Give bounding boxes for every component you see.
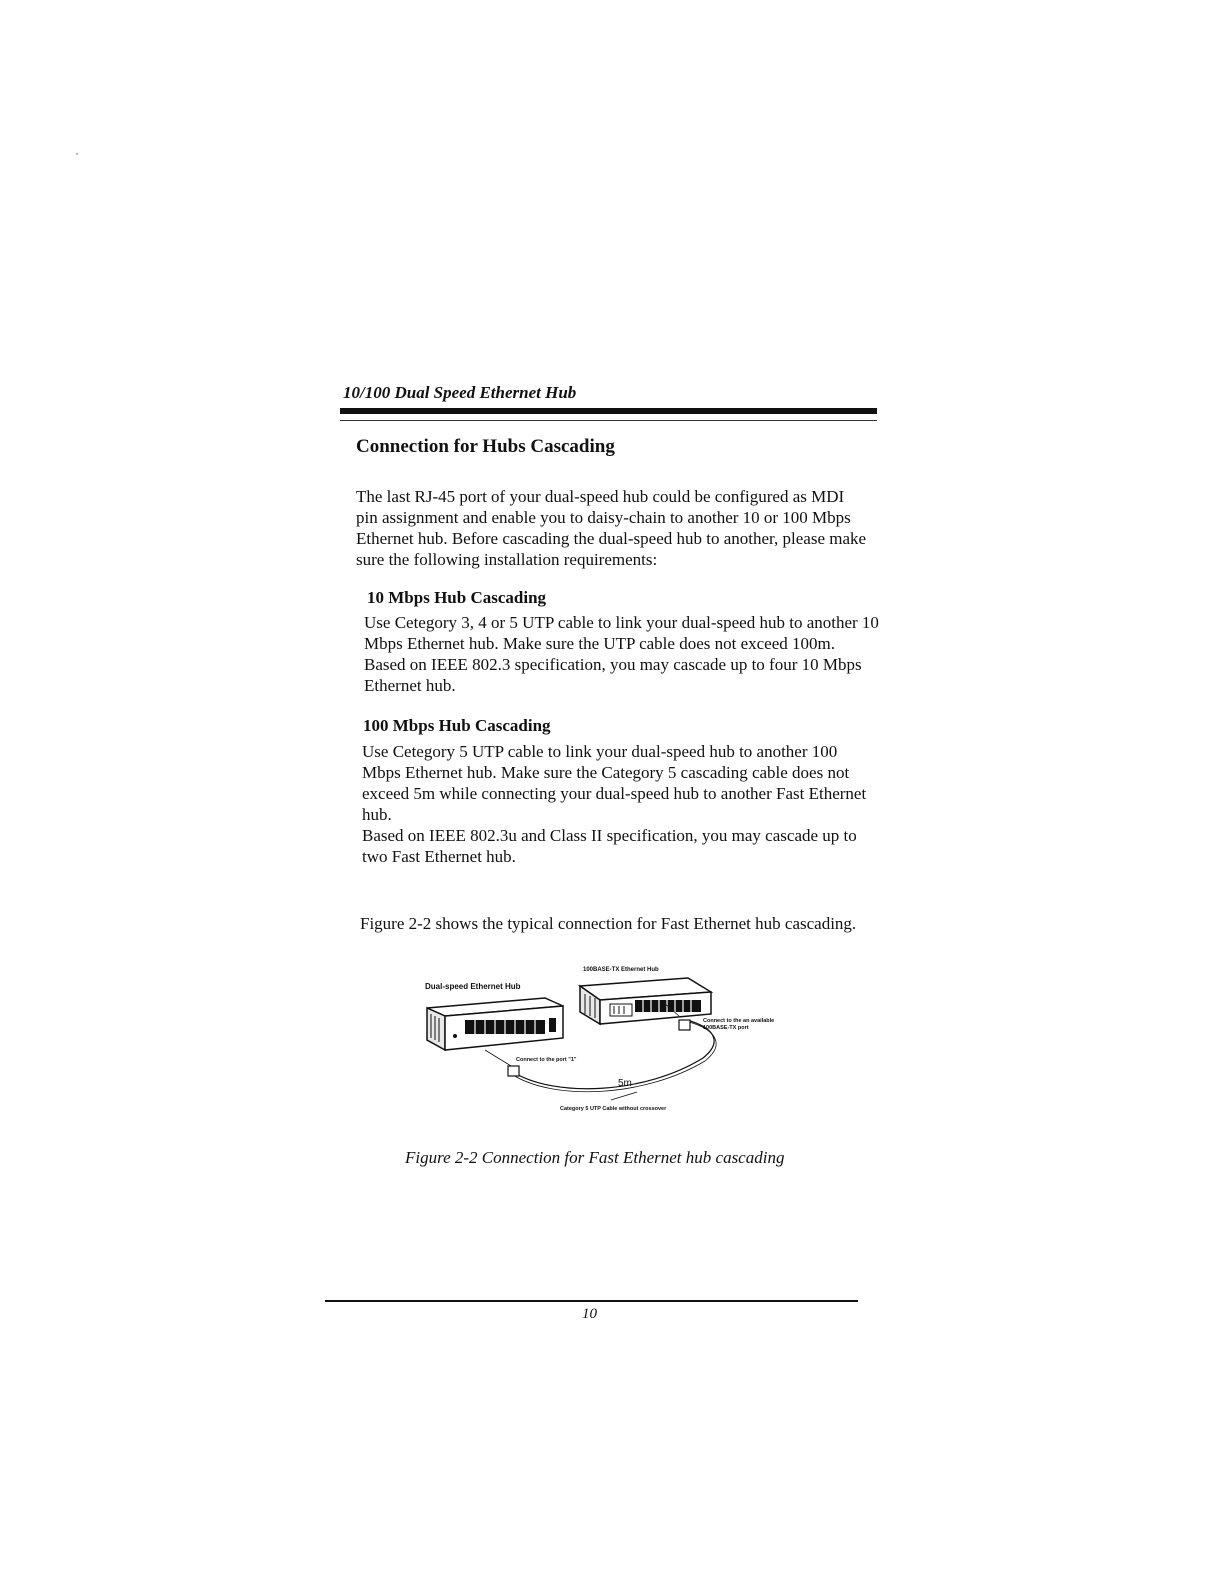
scan-speck xyxy=(76,153,78,155)
paragraph-line: Use Cetegory 3, 4 or 5 UTP cable to link your dual-speed hub to another 10 xyxy=(364,613,879,632)
paragraph-line: exceed 5m while connecting your dual-speed hub to another Fast Ethernet xyxy=(362,784,867,803)
label-cable-type: Category 5 UTP Cable without crossover xyxy=(560,1106,667,1112)
paragraph-line: Based on IEEE 802.3 specification, you may cascade up to four 10 Mbps xyxy=(364,655,862,674)
figure-caption: Figure 2-2 Connection for Fast Ethernet hub cascading xyxy=(405,1148,785,1167)
label-dual-speed-hub: Dual-speed Ethernet Hub xyxy=(425,982,521,991)
figure-intro: Figure 2-2 shows the typical connection for Fast Ethernet hub cascading. xyxy=(360,914,857,933)
label-right-connect-1: Connect to the an available xyxy=(703,1018,775,1024)
intro-line: Ethernet hub. Before cascading the dual-speed hub to another, please make xyxy=(356,529,867,548)
intro-line: The last RJ-45 port of your dual-speed hub could be configured as MDI xyxy=(356,487,845,506)
header-rule-thin xyxy=(340,420,877,421)
footer-rule xyxy=(325,1300,858,1302)
label-cable-length: 5m xyxy=(618,1078,632,1089)
section-title: Connection for Hubs Cascading xyxy=(356,436,615,457)
left-rj45-connector xyxy=(508,1066,519,1076)
paragraph-line: Mbps Ethernet hub. Make sure the UTP cable does not exceed 100m. xyxy=(364,634,835,653)
intro-line: sure the following installation requirements: xyxy=(356,550,658,569)
paragraph-line: Mbps Ethernet hub. Make sure the Category 5 cascading cable does not xyxy=(362,763,850,782)
label-right-connect-2: 100BASE-TX port xyxy=(703,1025,749,1031)
paragraph-100mbps xyxy=(362,741,874,867)
intro-line: pin assignment and enable you to daisy-chain to another 10 or 100 Mbps xyxy=(356,508,851,527)
label-100base-tx-hub: 100BASE-TX Ethernet Hub xyxy=(583,967,659,973)
fast-ethernet-hub-illustration xyxy=(580,978,711,1024)
running-header: 10/100 Dual Speed Ethernet Hub xyxy=(343,383,577,402)
right-rj45-connector xyxy=(679,1020,690,1030)
paragraph-line: Based on IEEE 802.3u and Class II specification, you may cascade up to xyxy=(362,826,857,845)
paragraph-line: Use Cetegory 5 UTP cable to link your dual-speed hub to another 100 xyxy=(362,742,838,761)
label-left-connect: Connect to the port "1" xyxy=(516,1057,577,1063)
page-number: 10 xyxy=(582,1306,597,1322)
dual-speed-hub-illustration xyxy=(427,998,563,1050)
paragraph-line: hub. xyxy=(362,805,392,824)
paragraph-line: two Fast Ethernet hub. xyxy=(362,847,516,866)
paragraph-line: Ethernet hub. xyxy=(364,676,456,695)
sub-title-10mbps: 10 Mbps Hub Cascading xyxy=(367,588,547,607)
sub-title-100mbps: 100 Mbps Hub Cascading xyxy=(363,716,551,735)
intro-paragraph xyxy=(356,486,876,570)
header-rule-thick xyxy=(340,408,877,414)
paragraph-10mbps xyxy=(364,612,879,696)
hub-cascading-figure xyxy=(405,958,805,1128)
